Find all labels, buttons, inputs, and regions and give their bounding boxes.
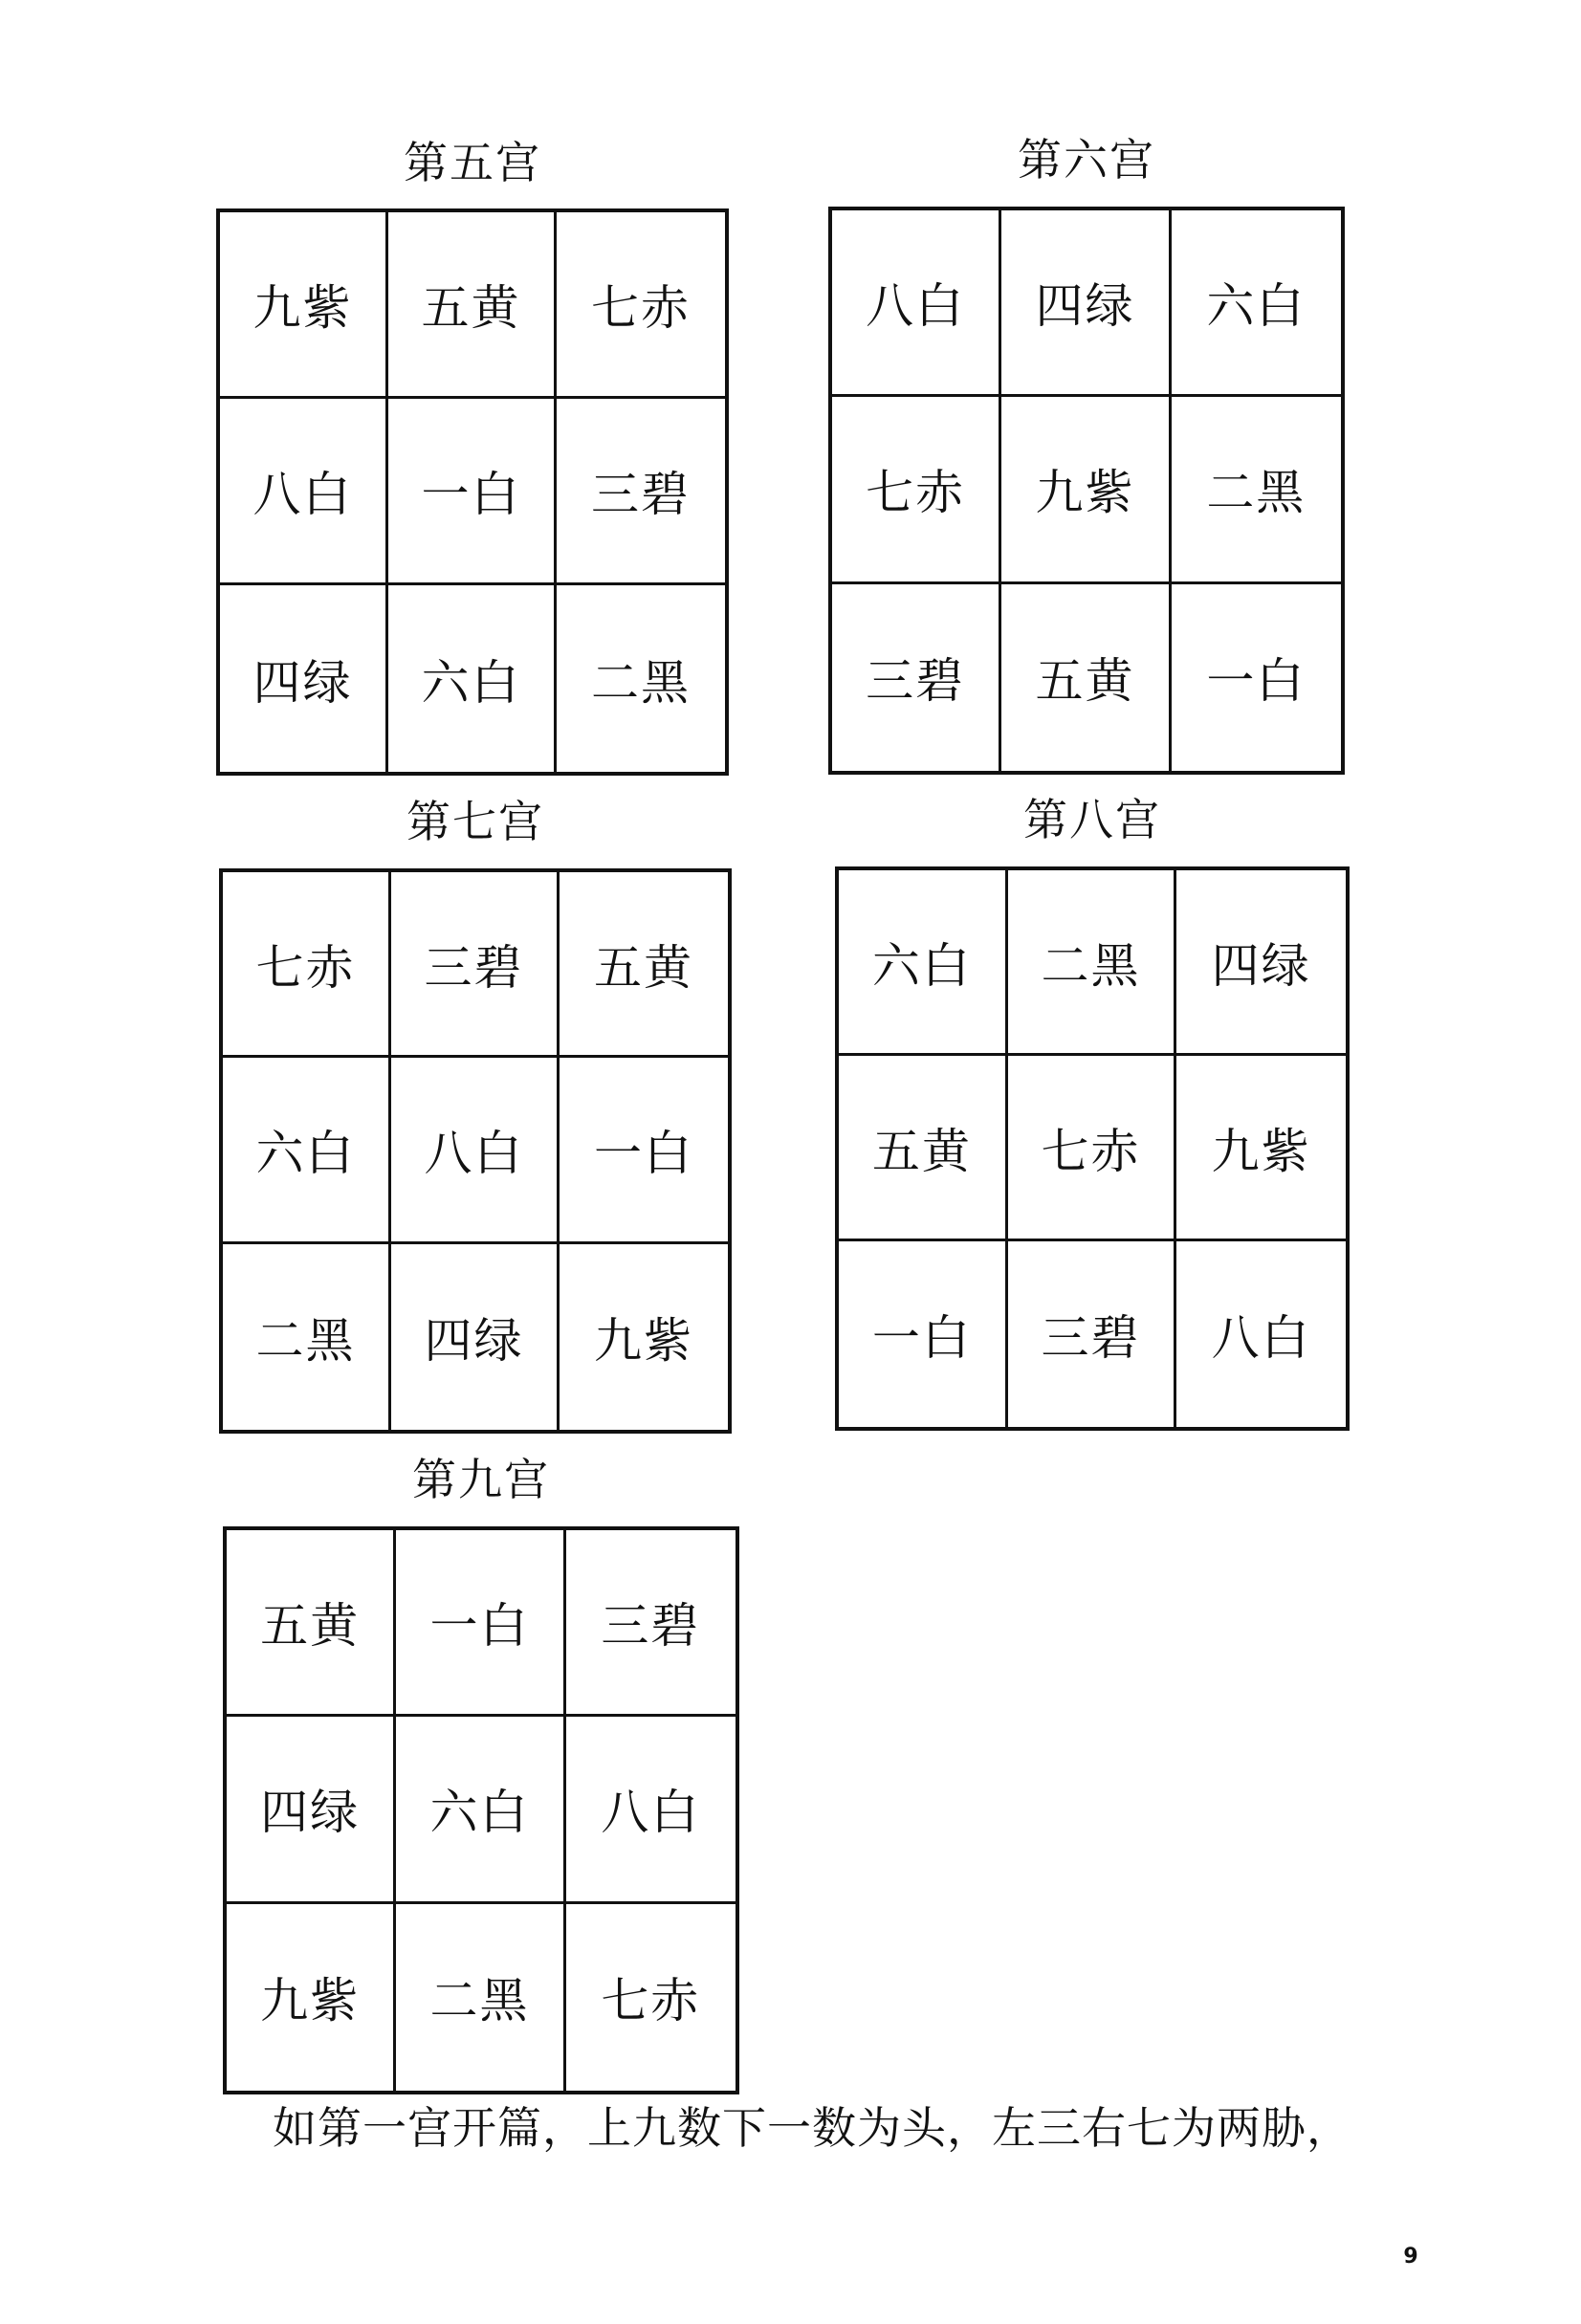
grid-cell: 九紫 [594,1312,693,1369]
grid-cell: 一白 [388,399,557,585]
grid-cell: 一白 [560,1058,728,1243]
grid-cell: 七赤 [1008,1056,1177,1241]
grid-cell: 二黑 [223,1244,391,1430]
grid-cell: 二黑 [591,654,691,711]
grid-cell: 六白 [839,870,1008,1056]
grid-cell: 三碧 [557,399,725,585]
grid-cell: 三碧 [391,872,560,1058]
grid-cell: 三碧 [832,584,1001,771]
grid-cell: 八白 [832,210,1001,397]
grid-cell: 四绿 [220,585,388,772]
grid-cell: 二黑 [396,1904,565,2091]
palace-title: 第五宫 [404,137,541,188]
palace-title: 第八宫 [1023,794,1161,845]
grid-cell: 九紫 [220,212,388,399]
grid-cell: 七赤 [832,397,1001,583]
grid-cell: 五黄 [560,872,728,1058]
grid-cell: 七赤 [557,212,725,399]
body-text: 如第一宫开篇，上九数下一数为头，左三右七为两胁， [273,2102,1351,2154]
grid-cell: 一白 [1206,653,1307,710]
page-number: 9 [1403,2245,1418,2269]
grid-cell: 二黑 [1172,397,1341,583]
grid-cell: 九紫 [1001,397,1171,583]
grid-cell: 五黄 [388,212,557,399]
grid-cell: 五黄 [839,1056,1008,1241]
grid-cell: 六白 [223,1058,391,1243]
nine-star-grid [835,866,1350,1431]
grid-cell: 五黄 [1001,584,1171,771]
grid-cell: 四绿 [1001,210,1171,397]
grid-cell: 六白 [388,585,557,772]
grid-cell: 八白 [566,1717,736,1903]
grid-cell: 四绿 [391,1244,560,1430]
nine-star-grid [219,868,732,1434]
grid-cell: 八白 [391,1058,560,1243]
nine-star-grid [828,207,1345,775]
palace-title: 第七宫 [406,796,544,847]
grid-cell: 九紫 [227,1904,396,2091]
nine-star-grid [223,1526,739,2094]
grid-cell: 三碧 [566,1530,736,1717]
grid-cell: 七赤 [223,872,391,1058]
grid-cell: 一白 [396,1530,565,1717]
grid-cell: 六白 [396,1717,565,1903]
grid-cell: 三碧 [1008,1241,1177,1427]
grid-cell: 八白 [1211,1310,1311,1366]
grid-cell: 四绿 [1176,870,1346,1056]
grid-cell: 七赤 [601,1973,701,2029]
palace-title: 第六宫 [1018,134,1155,186]
grid-cell: 八白 [220,399,388,585]
grid-cell: 九紫 [1176,1056,1346,1241]
grid-cell: 四绿 [227,1717,396,1903]
palace-title: 第九宫 [412,1454,550,1505]
grid-cell: 六白 [1172,210,1341,397]
grid-cell: 五黄 [227,1530,396,1717]
grid-cell: 二黑 [1008,870,1177,1056]
grid-cell: 一白 [839,1241,1008,1427]
nine-star-grid [216,208,729,776]
